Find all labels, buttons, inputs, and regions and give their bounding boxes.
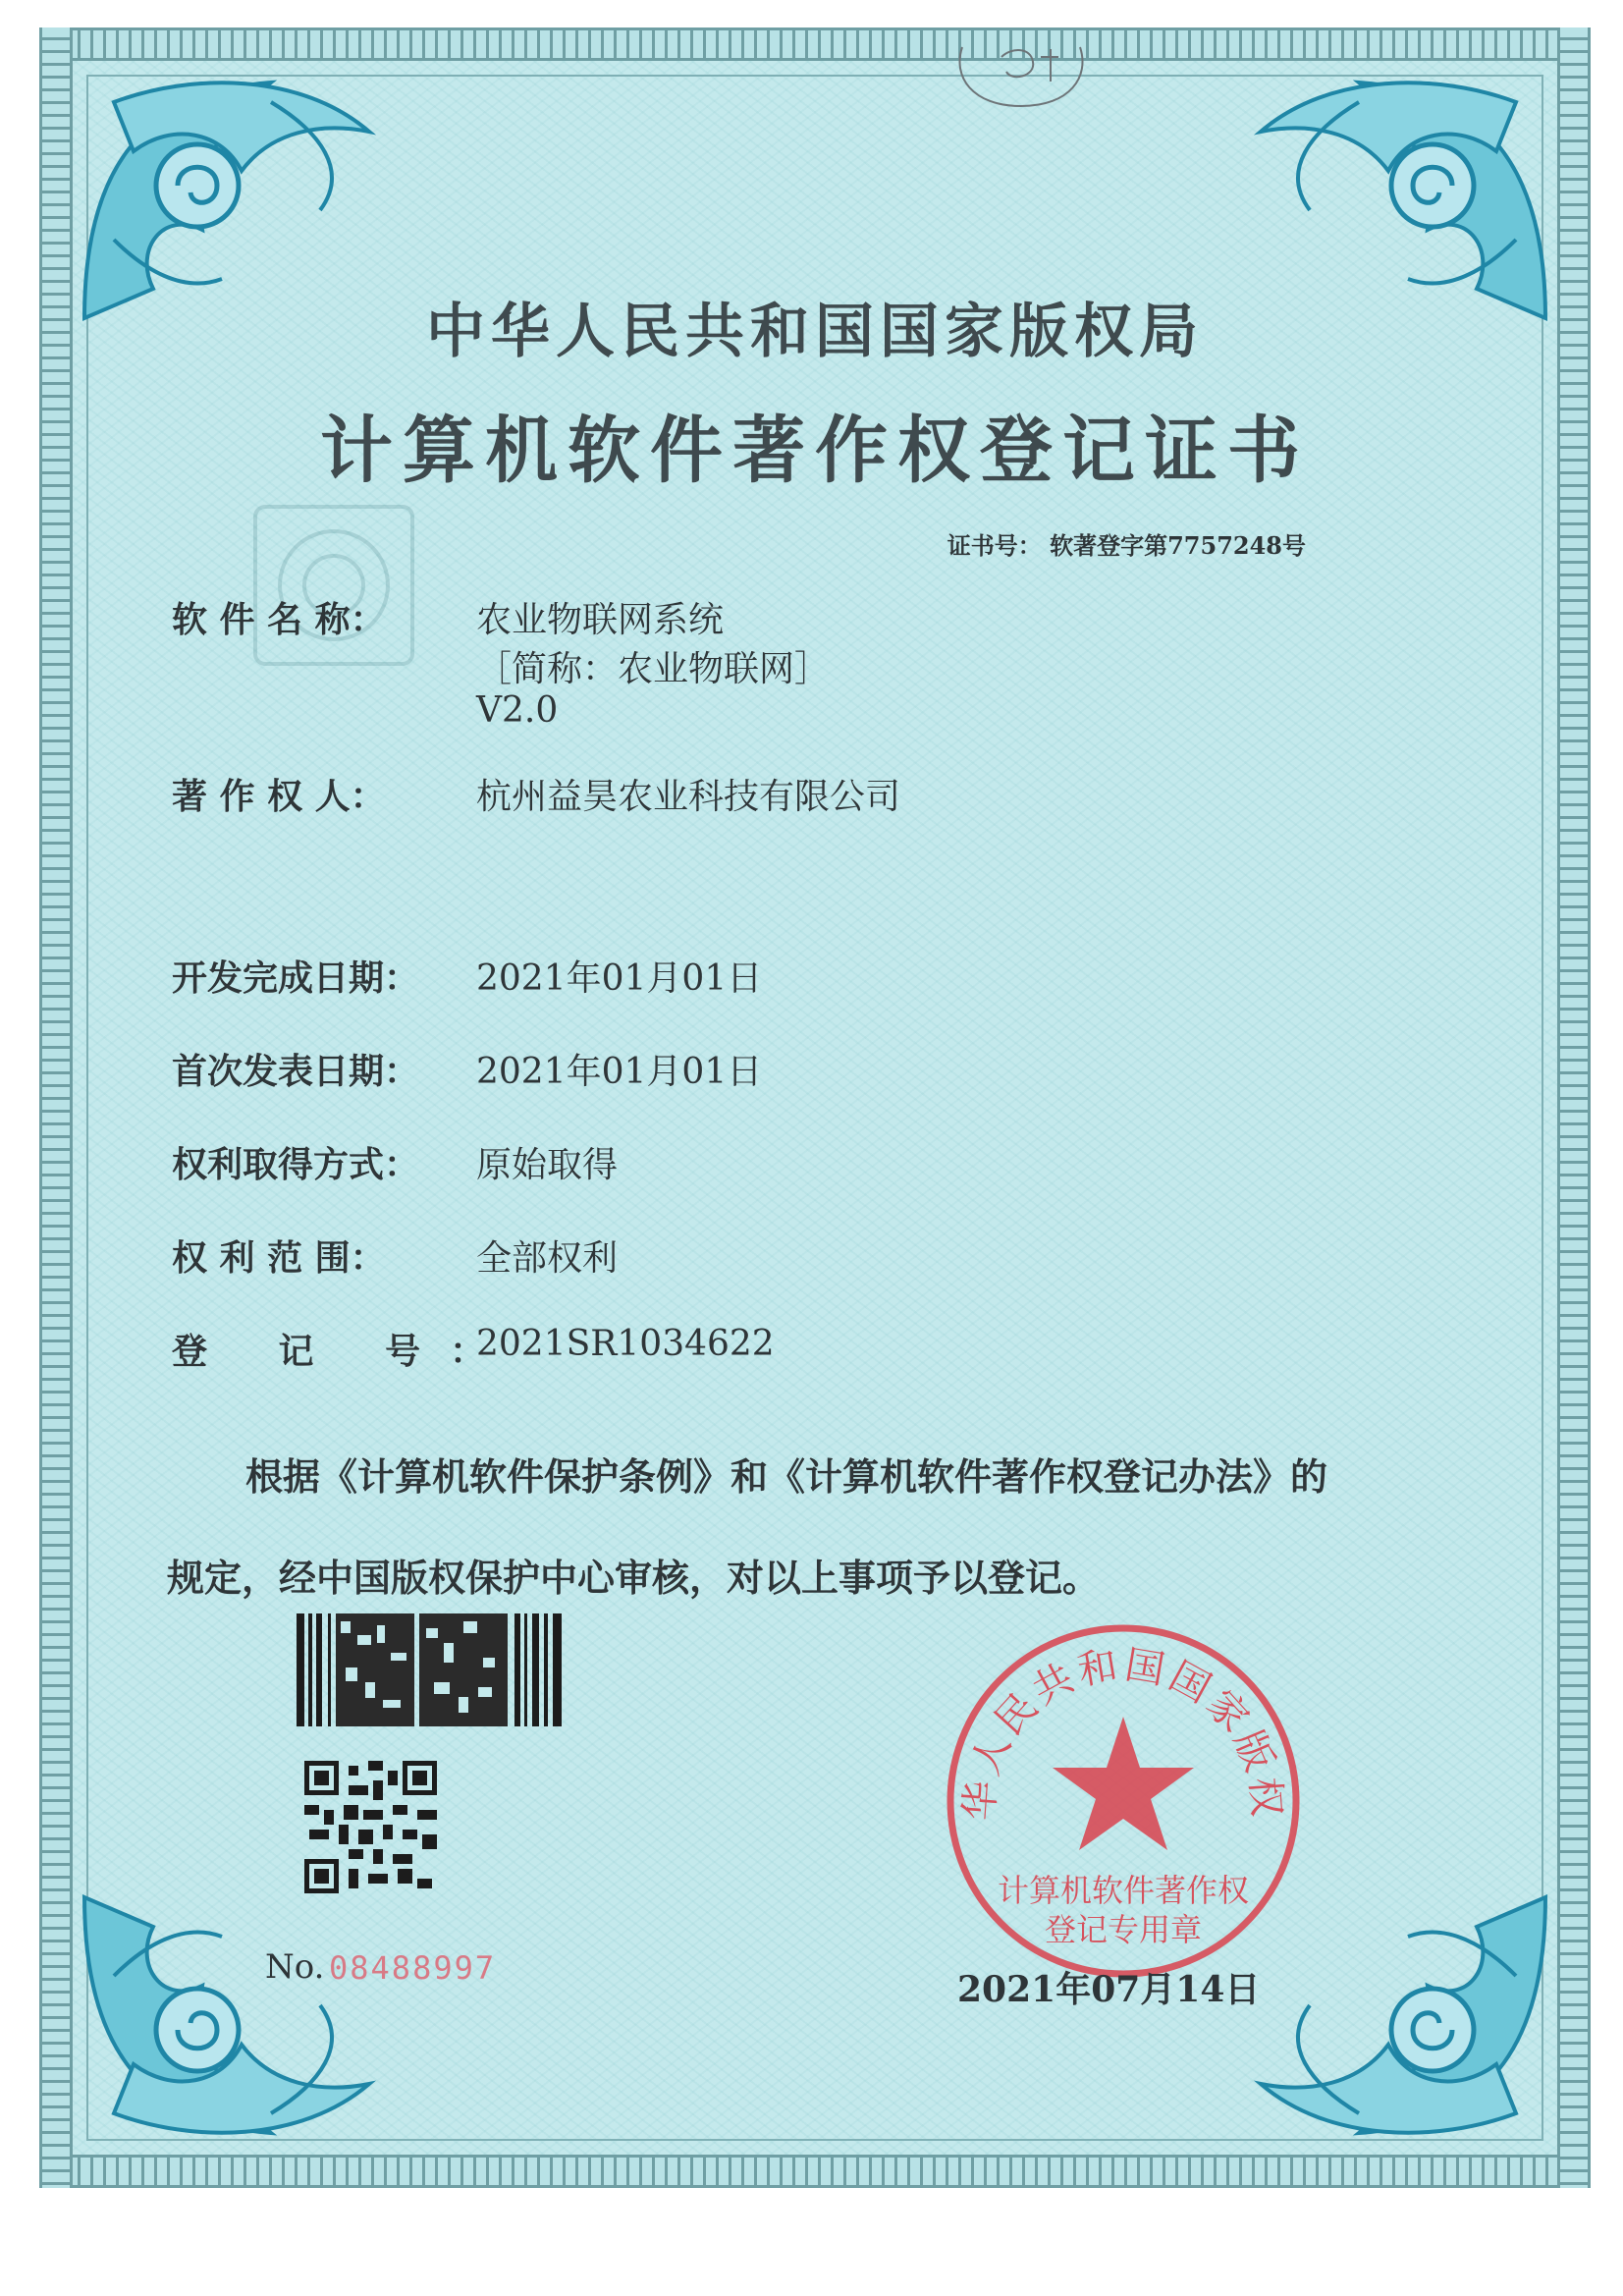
barcode xyxy=(297,1613,562,1726)
rights-acquisition-label: 权利取得方式： xyxy=(172,1144,420,1185)
issue-date: 2021年07月14日 xyxy=(957,1969,1261,2010)
completion-date-label: 开发完成日期： xyxy=(172,957,420,999)
ornament-bottom-left xyxy=(75,1887,408,2153)
completion-date: 2021年01月01日 xyxy=(476,958,763,999)
svg-text:计算机软件著作权: 计算机软件著作权 xyxy=(997,1872,1250,1909)
registration-number: 2021SR1034622 xyxy=(476,1324,775,1364)
issuing-agency: 中华人民共和国国家版权局 xyxy=(426,298,1204,366)
statement-line-1: 根据《计算机软件保护条例》和《计算机软件著作权登记办法》的 xyxy=(245,1454,1328,1499)
certificate-title: 计算机软件著作权登记证书 xyxy=(320,409,1310,493)
official-seal xyxy=(941,1618,1306,1984)
top-border xyxy=(39,27,1591,61)
first-publication-label: 首次发表日期： xyxy=(172,1051,420,1092)
bottom-border xyxy=(39,2155,1591,2188)
rights-scope-label: 权 利 范 围： xyxy=(172,1237,386,1279)
copyright-owner: 杭州益昊农业科技有限公司 xyxy=(476,777,901,817)
first-publication-date: 2021年01月01日 xyxy=(476,1052,763,1092)
certificate-page xyxy=(39,27,1591,2188)
rights-scope: 全部权利 xyxy=(476,1238,619,1279)
software-version: V2.0 xyxy=(476,690,559,731)
statement-line-2: 规定，经中国版权保护中心审核，对以上事项予以登记。 xyxy=(167,1556,1101,1600)
emblem-watermark xyxy=(245,497,422,674)
registration-number-label: 登 记 号： xyxy=(172,1331,515,1372)
software-short-name: ［简称：农业物联网］ xyxy=(476,649,831,689)
qr-code xyxy=(304,1761,437,1893)
svg-text:登记专用章: 登记专用章 xyxy=(1044,1911,1203,1948)
serial-label: No. xyxy=(265,1947,325,1987)
certificate-number: 证书号： 软著登字第7757248号 xyxy=(947,531,1306,560)
handwritten-mark xyxy=(943,27,1100,116)
svg-text:中华人民共和国国家版权局: 华人民共和国国家版权 xyxy=(956,1642,1290,1823)
serial-number: 08488997 xyxy=(329,1949,497,1987)
copyright-owner-label: 著 作 权 人： xyxy=(172,776,386,817)
software-name-label: 软 件 名 称： xyxy=(172,599,386,640)
software-name: 农业物联网系统 xyxy=(476,600,725,640)
rights-acquisition: 原始取得 xyxy=(476,1145,619,1185)
